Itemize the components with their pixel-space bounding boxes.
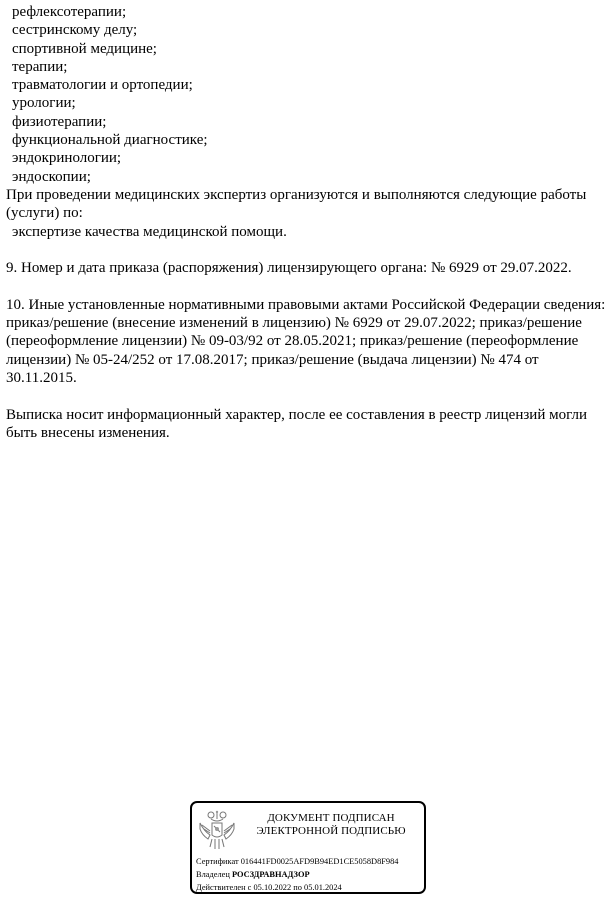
specialties-list	[6, 3, 610, 186]
electronic-signature-stamp	[190, 801, 426, 894]
signature-title	[240, 812, 422, 838]
list-item: терапии;	[12, 58, 68, 75]
list-item: функциональной диагностике;	[12, 132, 208, 149]
list-item: эндокринологии;	[12, 150, 122, 167]
signature-details	[196, 855, 398, 895]
disclaimer: Выписка носит информационный характер, после ее составления в реестр лицензий могли быть внесены изменения.	[6, 406, 587, 441]
section-10: 10. Иные установленные нормативными правовыми актами Российской Федерации сведения: приказ/решение (внесение изменений в лицензию) № 6929 от 29.07.2022; приказ/решение (переоформление лицензии) № 09-03/92 от 28.05.2021; приказ/решение (переоформление лицензии) № 05-24/252 от 17.08.2017; приказ/решение (выдача лицензии) № 474 от 30.11.2015.	[6, 296, 606, 386]
validity-line: Действителен с 05.10.2022 по 05.01.2024	[196, 883, 342, 893]
expertise-item: экспертизе качества медицинской помощи.	[12, 223, 287, 240]
owner-value: РОСЗДРАВНАДЗОР	[231, 870, 310, 880]
signature-title-line-1: ДОКУМЕНТ ПОДПИСАН	[267, 812, 395, 824]
document-body	[6, 3, 610, 442]
list-item: эндоскопии;	[12, 168, 91, 185]
certificate-label: Сертификат	[196, 857, 239, 866]
list-item: рефлексотерапии;	[12, 4, 127, 20]
list-item: спортивной медицине;	[12, 40, 157, 57]
list-item: травматологии и ортопедии;	[12, 77, 193, 94]
list-item: физиотерапии;	[12, 113, 107, 130]
section-9: 9. Номер и дата приказа (распоряжения) лицензирующего органа: № 6929 от 29.07.2022.	[6, 260, 572, 277]
russian-coat-of-arms-icon	[198, 809, 236, 851]
owner-line	[196, 868, 398, 881]
expertise-intro: При проведении медицинских экспертиз организуются и выполняются следующие работы (услуги) по:	[6, 186, 587, 222]
list-item: сестринскому делу;	[12, 22, 138, 39]
certificate-value: 016441FD0025AFD9B94ED1CE5058D8F984	[240, 857, 399, 866]
owner-label: Владелец	[196, 870, 230, 880]
signature-title-line-2: ЭЛЕКТРОННОЙ ПОДПИСЬЮ	[256, 825, 406, 837]
list-item: урологии;	[12, 95, 76, 112]
certificate-line	[196, 855, 398, 868]
